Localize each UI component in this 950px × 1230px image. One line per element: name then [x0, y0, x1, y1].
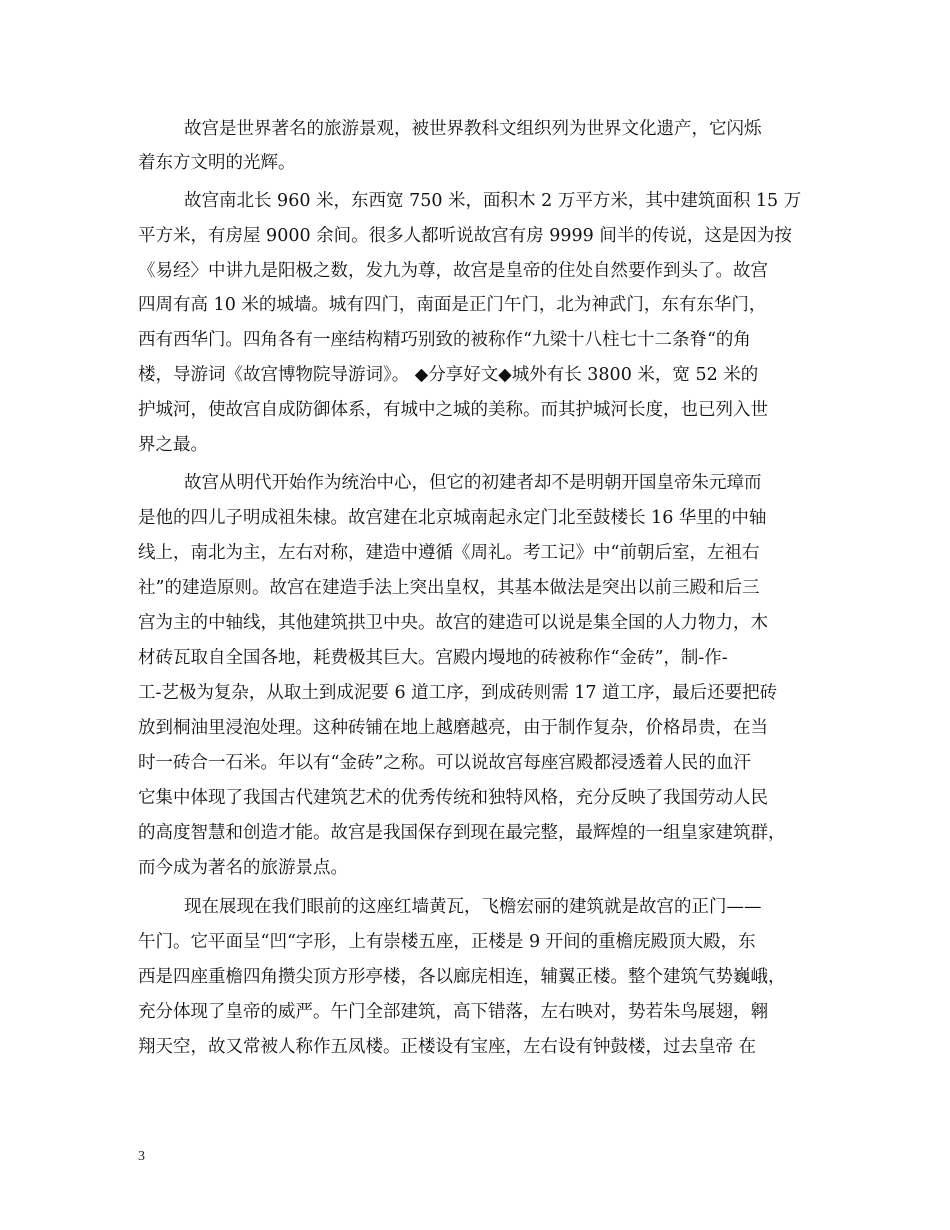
paragraph-3-line-8: 放到桐油里浸泡处理。这种砖铺在地上越磨越亮，由于制作复杂，价格昂贵，在当: [138, 718, 768, 738]
paragraph-2-line-7: 护城河，使故宫自成防御体系，有城中之城的美称。而其护城河长度，也已列入世: [138, 400, 768, 420]
paragraph-2-line-4: 四周有高 10 米的城墙。城有四门，南面是正门午门，北为神武门，东有东华门，: [138, 295, 767, 315]
paragraph-4-line-4: 充分体现了皇帝的威严。午门全部建筑，高下错落，左右映对，势若朱鸟展翅，翱: [138, 1002, 768, 1022]
page-number: 3: [138, 1149, 145, 1164]
paragraph-2-line-6: 楼，导游词《故宫博物院导游词》。 ◆分享好文◆城外有长 3800 米，宽 52 米的: [138, 365, 759, 385]
paragraph-4-line-1: 现在展现在我们眼前的这座红墙黄瓦，飞檐宏丽的建筑就是故宫的正门——: [184, 897, 762, 917]
paragraph-2-line-1: 故宫南北长 960 米，东西宽 750 米，面积木 2 万平方米，其中建筑面积 15 万: [184, 191, 802, 211]
paragraph-2-line-2: 平方米，有房屋 9000 余间。很多人都听说故宫有房 9999 间半的传说，这是因为按: [138, 226, 792, 246]
paragraph-3-line-4: 社”的建造原则。故宫在建造手法上突出皇权，其基本做法是突出以前三殿和后三: [138, 578, 760, 598]
paragraph-3-line-6: 材砖瓦取自全国各地，耗费极其巨大。宫殿内墁地的砖被称作“金砖”，制-作-: [138, 648, 728, 668]
paragraph-4-line-2: 午门。它平面呈“凹“字形，上有崇楼五座，正楼是 9 开间的重檐庑殿顶大殿，东: [138, 932, 756, 952]
paragraph-4-line-3: 西是四座重檐四角攒尖顶方形亭楼，各以廊庑相连，辅翼正楼。整个建筑气势巍峨，: [138, 967, 786, 987]
paragraph-2-line-3: 《易经〉中讲九是阳极之数，发九为尊，故宫是皇帝的住处自然要作到头了。故宫: [138, 261, 768, 281]
paragraph-4-line-5: 翔天空，故又常被人称作五凤楼。正楼设有宝座，左右设有钟鼓楼，过去皇帝 在: [138, 1037, 757, 1057]
paragraph-1-line-2: 着东方文明的光辉。: [138, 153, 296, 173]
paragraph-3-line-12: 而今成为著名的旅游景点。: [138, 858, 348, 878]
paragraph-3-line-1: 故宫从明代开始作为统治中心，但它的初建者却不是明朝开国皇帝朱元璋而: [184, 473, 762, 493]
paragraph-2-line-8: 界之最。: [138, 435, 208, 455]
paragraph-1-line-1: 故宫是世界著名的旅游景观，被世界教科文组织列为世界文化遗产，它闪烁: [184, 119, 762, 139]
paragraph-3-line-9: 时一砖合一石米。年以有“金砖”之称。可以说故宫每座宫殿都浸透着人民的血汗: [138, 753, 751, 773]
paragraph-2-line-5: 西有西华门。四角各有一座结构精巧别致的被称作“九梁十八柱七十二条脊“的角: [138, 330, 751, 350]
paragraph-3-line-7: 工-艺极为复杂，从取土到成泥要 6 道工序，到成砖则需 17 道工序，最后还要把砖: [138, 683, 778, 703]
paragraph-3-line-3: 线上，南北为主，左右对称，建造中遵循《周礼。考工记》中“前朝后室，左祖右: [138, 543, 760, 563]
paragraph-3-line-2: 是他的四儿子明成祖朱棣。故宫建在北京城南起永定门北至鼓楼长 16 华里的中轴: [138, 508, 767, 528]
paragraph-3-line-10: 它集中体现了我国古代建筑艺术的优秀传统和独特风格，充分反映了我国劳动人民: [138, 788, 768, 808]
paragraph-3-line-5: 宫为主的中轴线，其他建筑拱卫中央。故宫的建造可以说是集全国的人力物力，木: [138, 613, 768, 633]
paragraph-3-line-11: 的高度智慧和创造才能。故宫是我国保存到现在最完整，最辉煌的一组皇家建筑群，: [138, 823, 786, 843]
